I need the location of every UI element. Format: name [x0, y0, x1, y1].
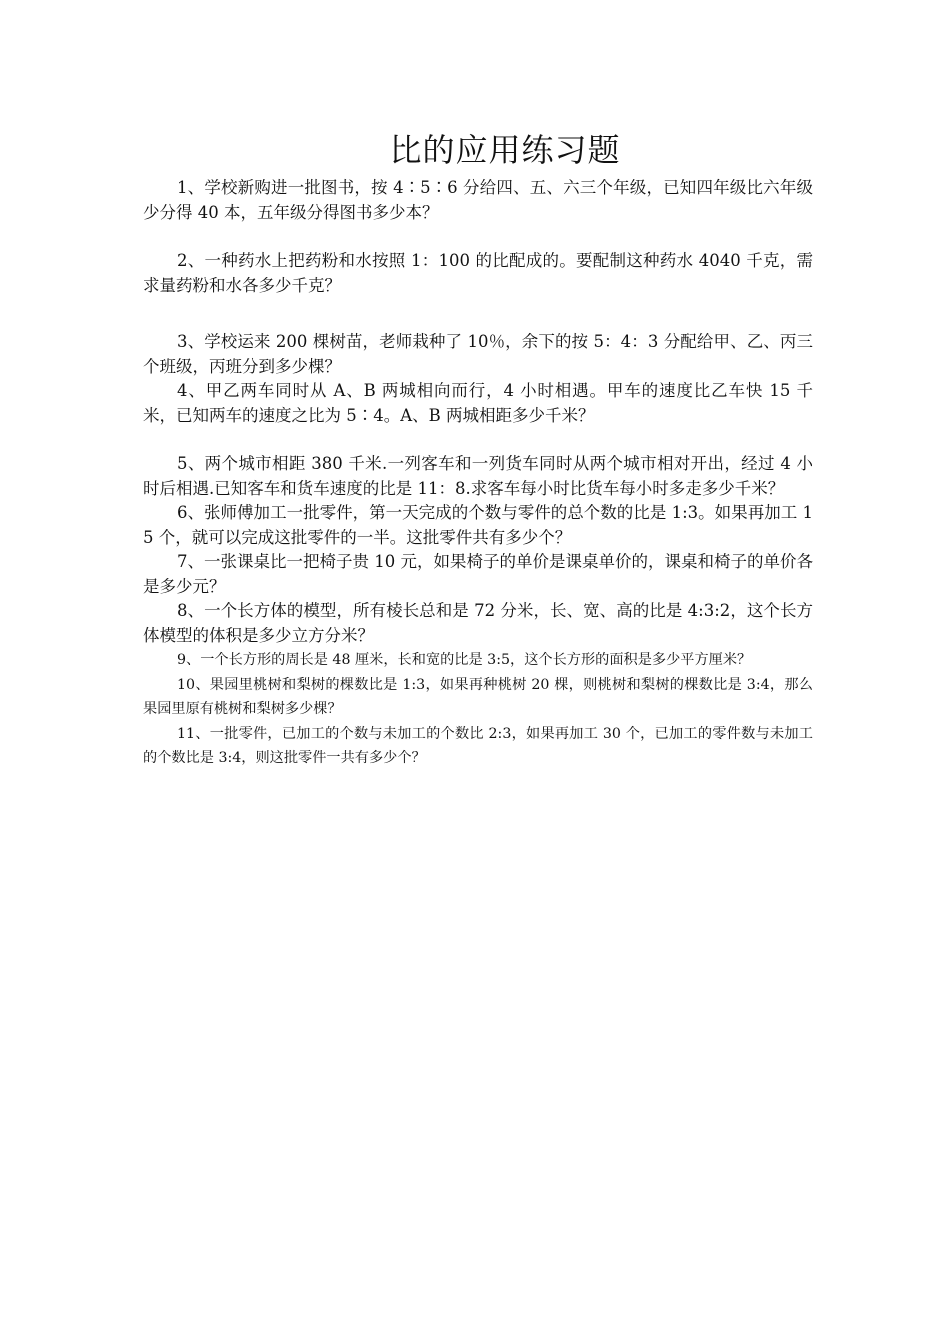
document-title: 比的应用练习题 — [389, 131, 621, 169]
spacer — [143, 428, 813, 452]
spacer — [143, 225, 813, 249]
question-1: 1、学校新购进一批图书，按 4∶5∶6 分给四、五、六三个年级，已知四年级比六年级少分得 40 本，五年级分得图书多少本？ — [143, 178, 813, 222]
question-9: 9、一个长方形的周长是 48 厘米，长和宽的比是 3:5，这个长方形的面积是多少平方厘米？ — [177, 652, 752, 668]
question-11: 11、一批零件，已加工的个数与未加工的个数比 2:3，如果再加工 30 个，已加工的零件数与未加工的个数比是 3:4，则这批零件一共有多少个？ — [143, 725, 813, 766]
question-10: 10、果园里桃树和梨树的棵数比是 1:3，如果再种桃树 20 棵，则桃树和梨树的棵数比是 3:4，那么果园里原有桃树和梨树多少棵？ — [143, 676, 813, 717]
question-6: 6、张师傅加工一批零件，第一天完成的个数与零件的总个数的比是 1:3。如果再加工 15 个，就可以完成这批零件的一半。这批零件共有多少个？ — [143, 503, 813, 547]
question-2: 2、一种药水上把药粉和水按照 1：100 的比配成的。要配制这种药水 4040 千克，需求量药粉和水各多少千克？ — [143, 251, 813, 295]
question-7: 7、一张课桌比一把椅子贵 10 元，如果椅子的单价是课桌单价的，课桌和椅子的单价各是多少元？ — [143, 552, 813, 596]
spacer — [143, 298, 813, 330]
question-3: 3、学校运来 200 棵树苗，老师栽种了 10％，余下的按 5：4：3 分配给甲、乙、丙三个班级，丙班分到多少棵？ — [143, 332, 813, 376]
question-list — [143, 176, 813, 771]
question-4: 4、甲乙两车同时从 A、B 两城相向而行，4 小时相遇。甲车的速度比乙车快 15 千米，已知两车的速度之比为 5∶4。A、B 两城相距多少千米？ — [143, 381, 813, 425]
question-5: 5、两个城市相距 380 千米.一列客车和一列货车同时从两个城市相对开出，经过 4 小时后相遇.已知客车和货车速度的比是 11：8.求客车每小时比货车每小时多走多少千米？ — [143, 454, 813, 498]
question-8: 8、一个长方体的模型，所有棱长总和是 72 分米，长、宽、高的比是 4:3:2，这个长方体模型的体积是多少立方分米？ — [143, 601, 813, 645]
